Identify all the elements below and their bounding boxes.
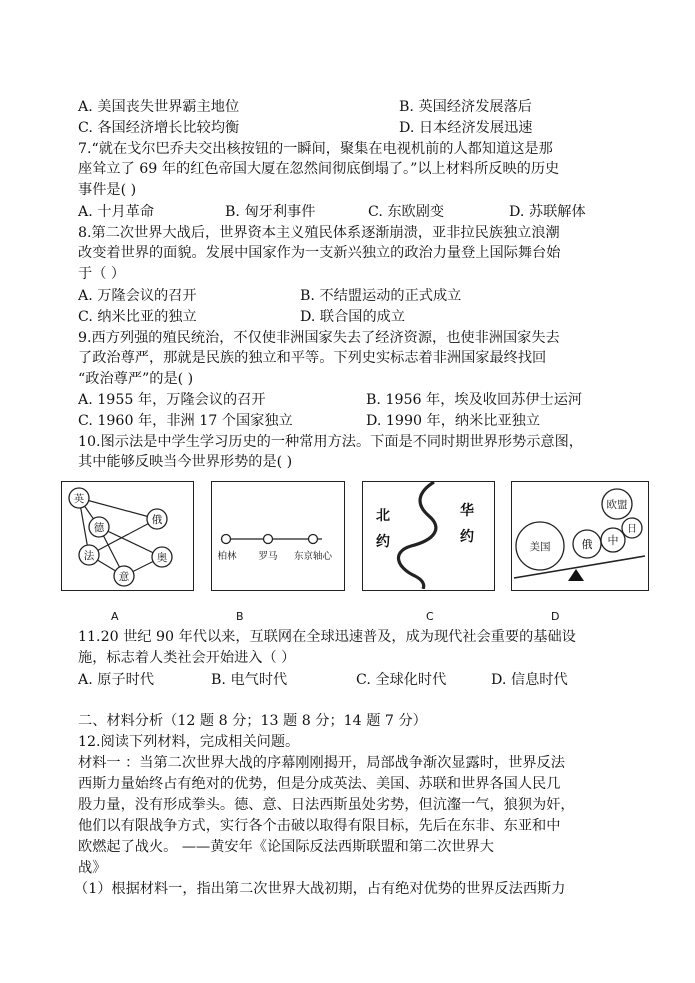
figure-b-letter: B — [236, 610, 244, 623]
q6-option-d[interactable]: D. 日本经济发展迅速 — [399, 120, 533, 136]
node-fa-label: 法 — [83, 550, 95, 562]
q9-option-b[interactable]: B. 1956 年，埃及收回苏伊士运河 — [366, 392, 583, 408]
material-1-line: 战》 — [78, 860, 107, 876]
q6-option-c[interactable]: C. 各国经济增长比较均衡 — [78, 120, 240, 136]
q7-stem-line: 7.“就在戈尔巴乔夫交出核按钮的一瞬间，聚集在电视机前的人都知道这是那 — [78, 141, 553, 157]
q9-option-d[interactable]: D. 1990 年，纳米比亚独立 — [366, 413, 541, 429]
q9-option-c[interactable]: C. 1960 年，非洲 17 个国家独立 — [78, 413, 293, 429]
q7-option-d[interactable]: D. 苏联解体 — [509, 204, 586, 220]
figure-d-multipolar-balance[interactable] — [511, 481, 649, 591]
material-1-line: 材料一 ：当第二次世界大战的序幕刚刚揭开，局部战争渐次显露时，世界反法 — [78, 755, 565, 771]
node-e-label: 俄 — [151, 514, 163, 526]
q8-stem-line: 8.第二次世界大战后，世界资本主义殖民体系逐渐崩溃，亚非拉民族独立浪潮 — [78, 225, 560, 241]
q7-option-c[interactable]: C. 东欧剧变 — [368, 204, 445, 220]
point-tokyo — [309, 535, 318, 544]
figure-a-diagram — [62, 482, 192, 589]
q9-stem-line: “政治尊严”的是( ) — [78, 371, 194, 387]
label-russia: 俄 — [581, 538, 593, 551]
node-de-label: 德 — [93, 522, 105, 534]
c-right-char-1: 华 — [460, 503, 474, 519]
q11-option-a[interactable]: A. 原子时代 — [78, 672, 155, 688]
material-1-line: 股力量，没有形成拳头。德、意、日法西斯虽处劣势，但沆瀣一气，狼狈为奸， — [78, 797, 575, 813]
q6-option-a[interactable]: A. 美国丧失世界霸主地位 — [78, 99, 240, 115]
q12-intro: 12.阅读下列材料，完成相关问题。 — [78, 734, 300, 750]
label-china: 中 — [607, 534, 619, 547]
figure-c-two-blocs[interactable] — [362, 481, 495, 591]
q10-stem-line: 10.图示法是中学生学习历史的一种常用方法。下面是不同时期世界形势示意图， — [78, 434, 583, 450]
point-rome — [264, 535, 273, 544]
q7-option-b[interactable]: B. 匈牙利事件 — [225, 204, 316, 220]
node-ao-label: 奥 — [156, 552, 168, 564]
q10-stem-line: 其中能够反映当今世界形势的是( ) — [78, 454, 293, 470]
fulcrum-icon — [568, 569, 584, 581]
q7-stem-line: 座耸立了 69 年的红色帝国大厦在忽然间彻底倒塌了。”以上材料所反映的历史 — [78, 161, 560, 177]
label-tokyo-axis: 东京轴心 — [293, 551, 333, 562]
q11-option-d[interactable]: D. 信息时代 — [491, 672, 568, 688]
q8-option-b[interactable]: B. 不结盟运动的正式成立 — [300, 288, 462, 304]
q8-option-a[interactable]: A. 万隆会议的召开 — [78, 288, 197, 304]
q11-option-c[interactable]: C. 全球化时代 — [356, 672, 447, 688]
figure-c-diagram — [363, 482, 493, 589]
c-left-char-2: 约 — [376, 534, 390, 550]
q8-stem-line: 改变着世界的面貌。发展中国家作为一支新兴独立的政治力量登上国际舞台始 — [78, 245, 561, 261]
figure-a-letter: A — [111, 610, 119, 623]
figure-a-alliance-network[interactable] — [61, 481, 194, 591]
node-yi-label: 意 — [118, 571, 130, 583]
figure-b-axis-line[interactable] — [211, 481, 345, 591]
material-1-line: 西斯力量始终占有绝对的优势，但是分成英法、美国、苏联和世界各国人民几 — [78, 776, 561, 792]
label-eu: 欧盟 — [606, 499, 628, 511]
q8-option-d[interactable]: D. 联合国的成立 — [300, 309, 406, 325]
label-usa: 美国 — [529, 541, 551, 553]
q11-option-b[interactable]: B. 电气时代 — [211, 672, 288, 688]
material-1-line: 欧燃起了战火。 ——黄安年《论国际反法西斯联盟和第二次世界大 — [78, 839, 494, 855]
figure-c-letter: C — [426, 610, 434, 623]
section-2-heading: 二、材料分析（12 题 8 分；13 题 8 分；14 题 7 分） — [78, 713, 427, 729]
q12-sub-question-1: （1）根据材料一，指出第二次世界大战初期，占有绝对优势的世界反法西斯力 — [74, 881, 566, 897]
q11-stem-line: 施，标志着人类社会开始进入（ ） — [78, 650, 296, 666]
label-berlin: 柏林 — [217, 551, 237, 562]
figure-b-diagram — [212, 482, 343, 589]
q6-option-b[interactable]: B. 英国经济发展落后 — [399, 99, 532, 115]
q9-option-a[interactable]: A. 1955 年，万隆会议的召开 — [78, 392, 266, 408]
q7-stem-line: 事件是( ) — [78, 182, 137, 198]
figure-d-letter: D — [551, 610, 560, 623]
point-berlin — [222, 535, 231, 544]
q8-option-c[interactable]: C. 纳米比亚的独立 — [78, 309, 197, 325]
q11-stem-line: 11.20 世纪 90 年代以来，互联网在全球迅速普及，成为现代社会重要的基础设 — [78, 629, 576, 645]
label-rome: 罗马 — [258, 551, 278, 562]
q9-stem-line: 9.西方列强的殖民统治，不仅使非洲国家失去了经济资源，也使非洲国家失去 — [78, 330, 560, 346]
figure-d-diagram — [512, 482, 647, 589]
material-1-line: 他们以有限战争方式，实行各个击破以取得有限目标，先后在东非、东亚和中 — [78, 818, 561, 834]
q9-stem-line: 了政治尊严，那就是民族的独立和平等。下列史实标志着非洲国家最终找回 — [78, 350, 547, 366]
q8-stem-line: 于（ ） — [78, 266, 126, 282]
c-left-char-1: 北 — [376, 508, 390, 524]
c-right-char-2: 约 — [460, 529, 474, 545]
q7-option-a[interactable]: A. 十月革命 — [78, 204, 155, 220]
node-ying-label: 英 — [73, 493, 85, 505]
label-japan: 日 — [627, 524, 637, 535]
